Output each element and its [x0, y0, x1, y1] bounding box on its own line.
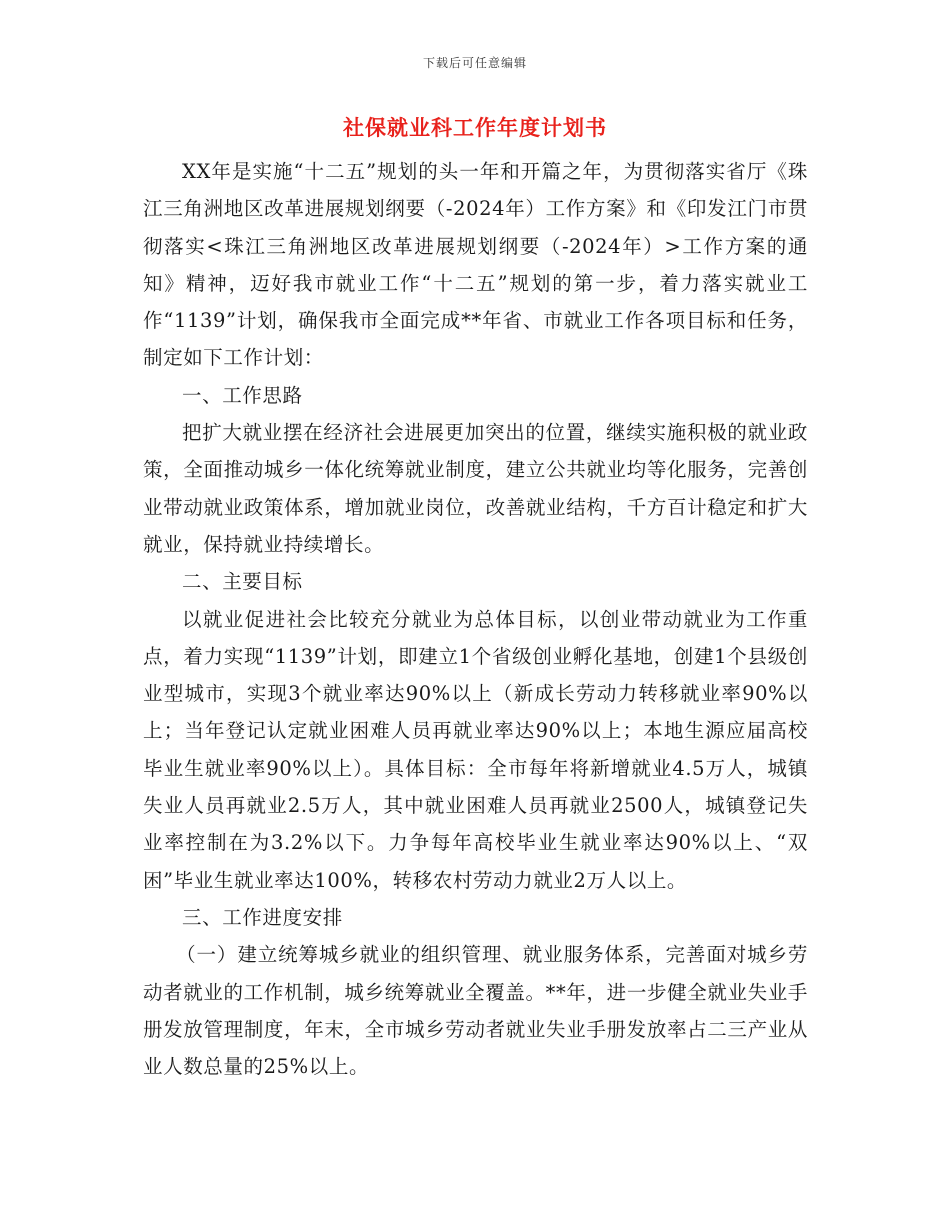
section-2-heading: 二、主要目标 [182, 570, 303, 594]
section-2-paragraph: 以就业促进社会比较充分就业为总体目标，以创业带动就业为工作重点，着力实现“1139”计划，即建立1个省级创业孵化基地，创建1个县级创业型城市，实现3个就业率达90%以上（新成长劳动力转移就业率90%以上；当年登记认定就业困难人员再就业率达90%以上；本地生源应届高校毕业生就业率90%以上）。具体目标：全市每年将新增就业4.5万人，城镇失业人员再就业2.5万人，其中就业困难人员再就业2500人，城镇登记失业率控制在为3.2%以下。力争每年高校毕业生就业率达90%以上、“双困”毕业生就业率达100%，转移农村劳动力就业2万人以上。 [143, 607, 808, 892]
document-title: 社保就业科工作年度计划书 [343, 115, 607, 140]
section-1-heading: 一、工作思路 [182, 383, 303, 407]
section-3-item-1: （一）建立统筹城乡就业的组织管理、就业服务体系，完善面对城乡劳动者就业的工作机制，城乡统筹就业全覆盖。**年，进一步健全就业失业手册发放管理制度，年末，全市城乡劳动者就业失业手册发放率占二三产业从业人数总量的25%以上。 [143, 943, 808, 1079]
section-3-heading: 三、工作进度安排 [182, 905, 343, 929]
intro-paragraph: XX年是实施“十二五”规划的头一年和开篇之年，为贯彻落实省厅《珠江三角洲地区改革进展规划纲要（-2024年）工作方案》和《印发江门市贯彻落实<珠江三角洲地区改革进展规划纲要（-2024年）>工作方案的通知》精神，迈好我市就业工作“十二五”规划的第一步，着力落实就业工作“1139”计划，确保我市全面完成**年省、市就业工作各项目标和任务，制定如下工作计划： [143, 160, 808, 370]
document-body [143, 153, 808, 1085]
header-note: 下载后可任意编辑 [422, 56, 527, 70]
section-1-paragraph: 把扩大就业摆在经济社会进展更加突出的位置，继续实施积极的就业政策，全面推动城乡一体化统筹就业制度，建立公共就业均等化服务，完善创业带动就业政策体系，增加就业岗位，改善就业结构，千方百计稳定和扩大就业，保持就业持续增长。 [143, 421, 808, 556]
